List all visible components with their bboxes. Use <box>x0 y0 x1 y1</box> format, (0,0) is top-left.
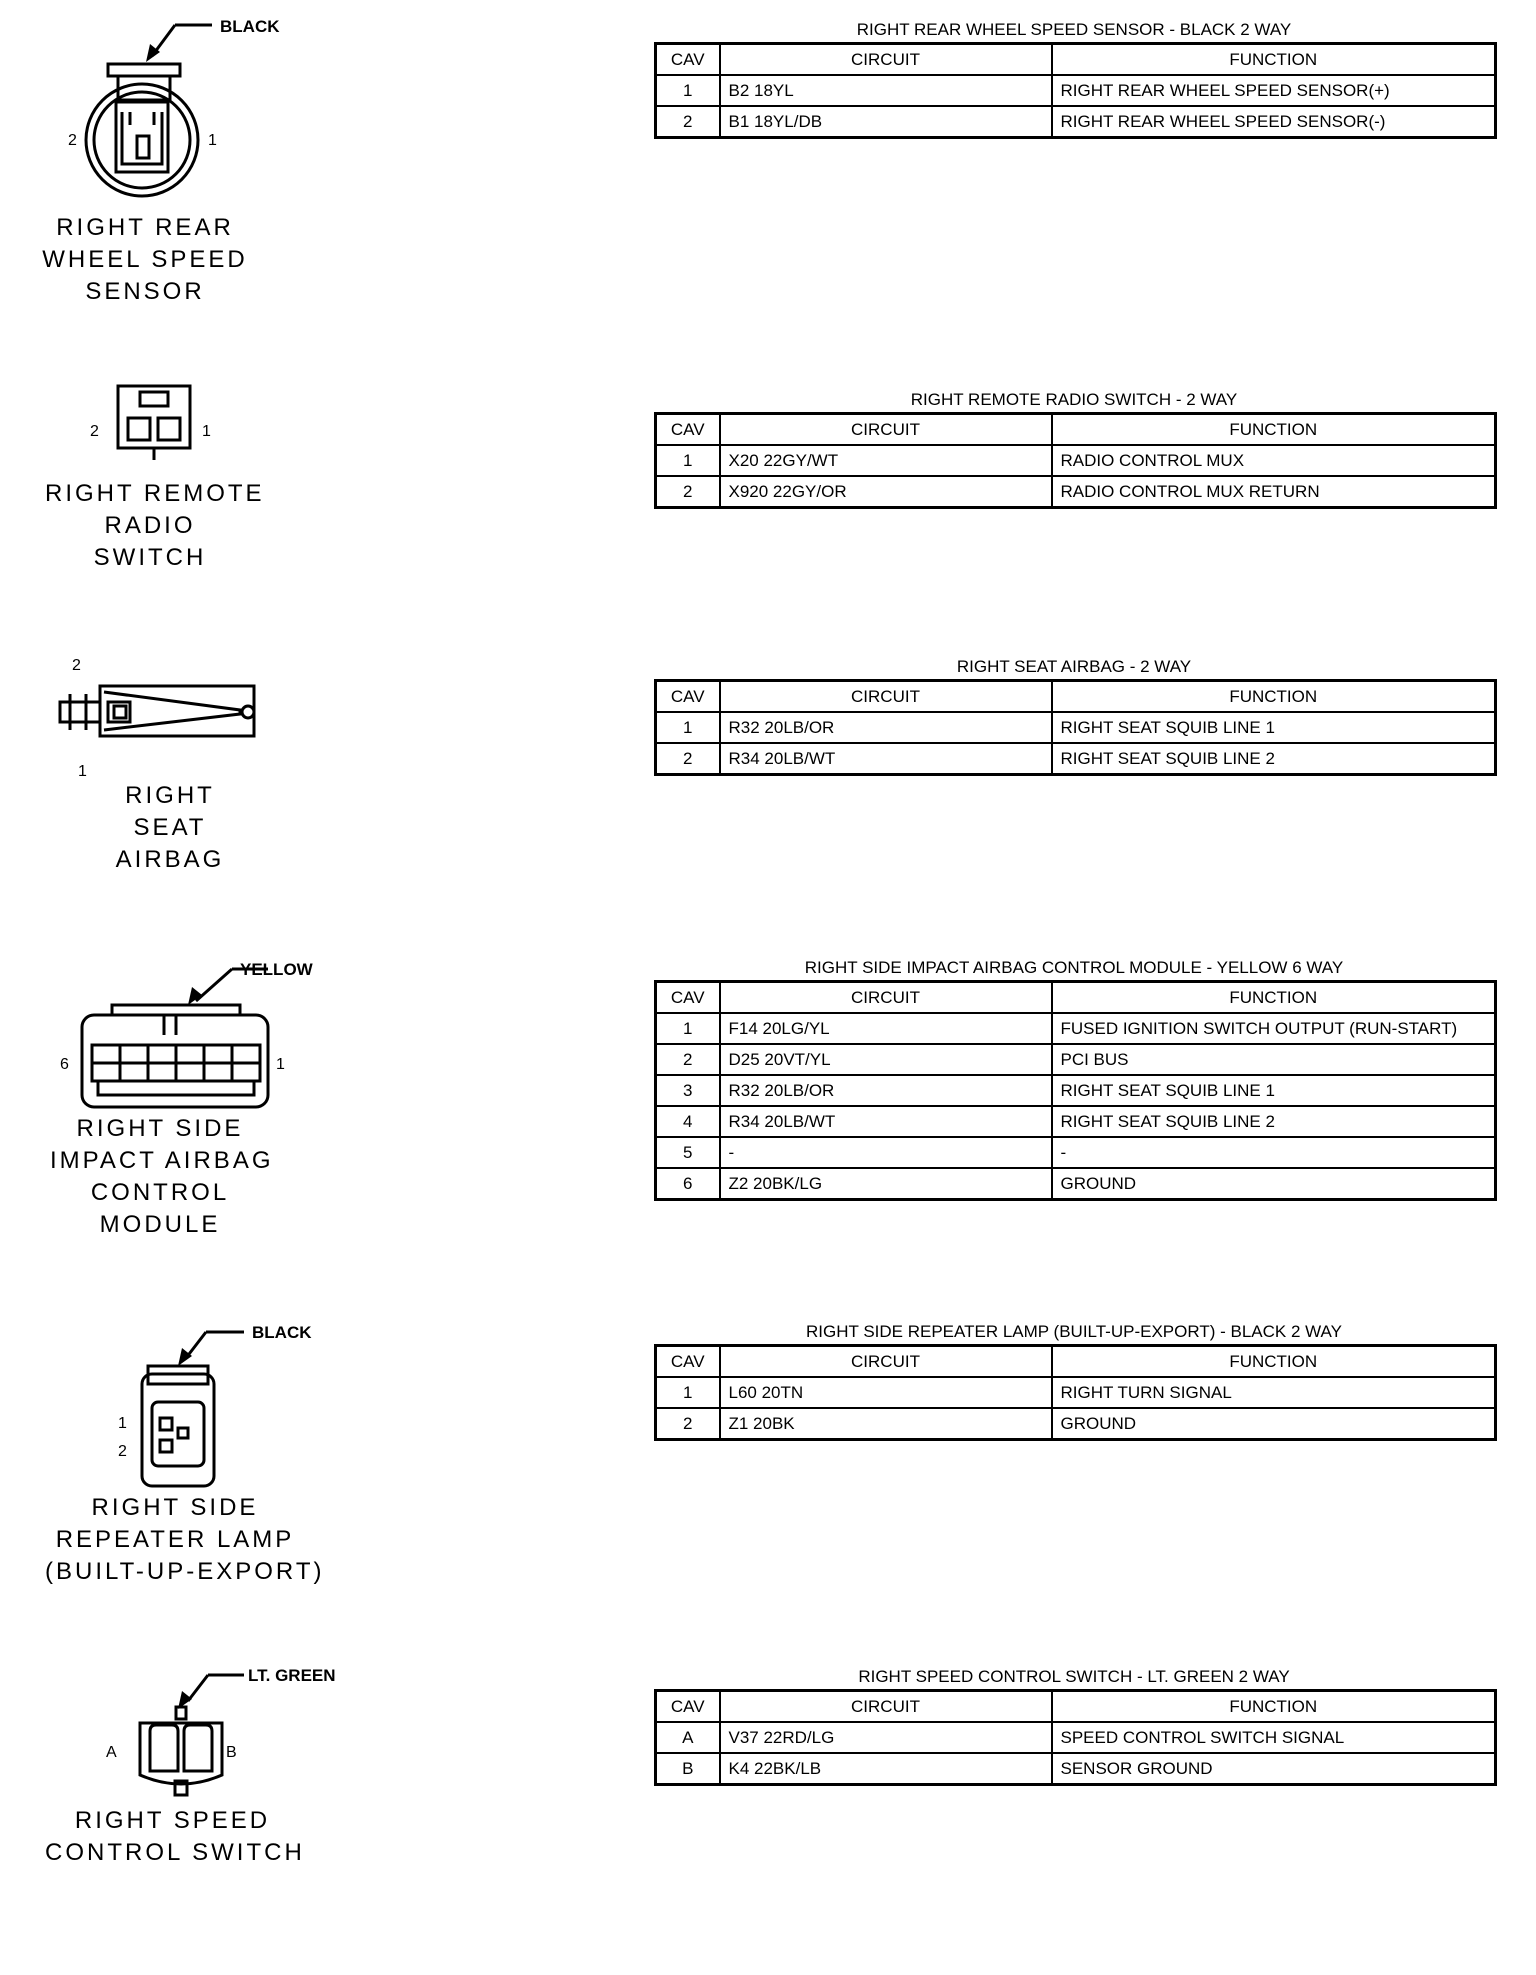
connector-name-line: AIRBAG <box>115 846 225 873</box>
header-function: FUNCTION <box>1052 44 1496 76</box>
circuit-cell: R32 20LB/OR <box>720 712 1052 743</box>
circuit-cell: Z1 20BK <box>720 1408 1052 1440</box>
header-circuit: CIRCUIT <box>720 44 1052 76</box>
pin-label: 1 <box>118 1415 127 1432</box>
header-function: FUNCTION <box>1052 1346 1496 1378</box>
cav-cell: 2 <box>656 743 720 775</box>
table-title: RIGHT SEAT AIRBAG - 2 WAY <box>956 657 1192 676</box>
connector-name-line: RIGHT <box>125 782 215 809</box>
cav-cell: 2 <box>656 1044 720 1075</box>
table-header-row <box>656 1691 1496 1723</box>
table-row <box>656 1013 1496 1044</box>
function-cell: RIGHT REAR WHEEL SPEED SENSOR(-) <box>1052 106 1496 138</box>
function-cell: SENSOR GROUND <box>1052 1753 1496 1785</box>
function-cell: RIGHT SEAT SQUIB LINE 1 <box>1052 1075 1496 1106</box>
table-row <box>656 1044 1496 1075</box>
connector-color-label: YELLOW <box>240 960 313 979</box>
function-cell: GROUND <box>1052 1408 1496 1440</box>
connector-name-line: CONTROL <box>90 1179 230 1206</box>
circuit-cell: R32 20LB/OR <box>720 1075 1052 1106</box>
function-cell: RIGHT REAR WHEEL SPEED SENSOR(+) <box>1052 75 1496 106</box>
connector-name-line: RIGHT SPEED <box>74 1807 271 1834</box>
header-function: FUNCTION <box>1052 1691 1496 1723</box>
cav-cell: B <box>656 1753 720 1785</box>
pin-label: B <box>226 1744 237 1761</box>
cav-cell: 2 <box>656 106 720 138</box>
connector-name-line: SENSOR <box>85 278 205 305</box>
header-function: FUNCTION <box>1052 414 1496 446</box>
pinout-table-right-speed-control-switch <box>654 1665 1494 1786</box>
pin-label: 1 <box>78 763 87 780</box>
table-header-row <box>656 982 1496 1014</box>
pin-label: 6 <box>60 1056 69 1073</box>
pin-label: 2 <box>68 132 77 149</box>
pinout-table-right-side-repeater-lamp <box>654 1320 1494 1441</box>
connector-name <box>45 478 265 574</box>
pin-label: 2 <box>72 657 81 674</box>
connector-name-line: (BUILT-UP-EXPORT) <box>45 1558 325 1585</box>
pinout-table-right-remote-radio-switch <box>654 388 1494 509</box>
header-cav: CAV <box>656 982 720 1014</box>
table-title: RIGHT SIDE REPEATER LAMP (BUILT-UP-EXPORT) - BLACK 2 WAY <box>806 1322 1342 1341</box>
function-cell: FUSED IGNITION SWITCH OUTPUT (RUN-START) <box>1052 1013 1496 1044</box>
connector-name <box>45 1492 325 1588</box>
connector-name-line: IMPACT AIRBAG <box>50 1147 274 1174</box>
table-header-row <box>656 44 1496 76</box>
cav-cell: 6 <box>656 1168 720 1200</box>
pinout-table <box>654 679 1497 776</box>
header-cav: CAV <box>656 414 720 446</box>
header-circuit: CIRCUIT <box>720 414 1052 446</box>
table-row <box>656 1075 1496 1106</box>
pinout-table <box>654 1344 1497 1441</box>
table-row <box>656 743 1496 775</box>
circuit-cell: K4 22BK/LB <box>720 1753 1052 1785</box>
function-cell: RIGHT SEAT SQUIB LINE 2 <box>1052 743 1496 775</box>
pin-label: 2 <box>118 1443 127 1460</box>
cav-cell: 3 <box>656 1075 720 1106</box>
cav-cell: 4 <box>656 1106 720 1137</box>
function-cell: SPEED CONTROL SWITCH SIGNAL <box>1052 1722 1496 1753</box>
circuit-cell: F14 20LG/YL <box>720 1013 1052 1044</box>
cav-cell: 2 <box>656 1408 720 1440</box>
cav-cell: 1 <box>656 712 720 743</box>
connector-name <box>45 1805 305 1869</box>
circuit-cell: - <box>720 1137 1052 1168</box>
table-row <box>656 476 1496 508</box>
circuit-cell: L60 20TN <box>720 1377 1052 1408</box>
connector-name-line: WHEEL SPEED <box>42 246 248 273</box>
circuit-cell: V37 22RD/LG <box>720 1722 1052 1753</box>
cav-cell: 1 <box>656 1377 720 1408</box>
circuit-cell: D25 20VT/YL <box>720 1044 1052 1075</box>
pin-label: 1 <box>202 423 211 440</box>
table-header-row <box>656 681 1496 713</box>
pinout-table-right-seat-airbag <box>654 655 1494 776</box>
header-function: FUNCTION <box>1052 681 1496 713</box>
table-row <box>656 1168 1496 1200</box>
table-header-row <box>656 414 1496 446</box>
function-cell: RADIO CONTROL MUX <box>1052 445 1496 476</box>
function-cell: PCI BUS <box>1052 1044 1496 1075</box>
connector-name-line: RIGHT REAR <box>56 214 234 241</box>
cav-cell: 1 <box>656 75 720 106</box>
cav-cell: 2 <box>656 476 720 508</box>
circuit-cell: X920 22GY/OR <box>720 476 1052 508</box>
table-header-row <box>656 1346 1496 1378</box>
function-cell: RIGHT SEAT SQUIB LINE 2 <box>1052 1106 1496 1137</box>
connector-name-line: CONTROL SWITCH <box>45 1839 305 1866</box>
circuit-cell: R34 20LB/WT <box>720 1106 1052 1137</box>
pinout-table-right-side-impact-airbag-control-module <box>654 956 1494 1201</box>
pinout-table <box>654 42 1497 139</box>
cav-cell: A <box>656 1722 720 1753</box>
table-title: RIGHT REMOTE RADIO SWITCH - 2 WAY <box>910 390 1238 409</box>
pin-label: A <box>106 1744 117 1761</box>
header-circuit: CIRCUIT <box>720 982 1052 1014</box>
header-function: FUNCTION <box>1052 982 1496 1014</box>
circuit-cell: R34 20LB/WT <box>720 743 1052 775</box>
cav-cell: 5 <box>656 1137 720 1168</box>
header-circuit: CIRCUIT <box>720 681 1052 713</box>
connector-color-label: LT. GREEN <box>248 1666 336 1685</box>
pinout-table <box>654 412 1497 509</box>
table-title: RIGHT SIDE IMPACT AIRBAG CONTROL MODULE - YELLOW 6 WAY <box>804 958 1344 977</box>
connector-diagram-right-side-impact-airbag-control-module <box>0 945 380 1265</box>
table-row <box>656 1753 1496 1785</box>
connector-name <box>50 1113 274 1241</box>
pin-label: 1 <box>208 132 217 149</box>
connector-name <box>65 780 275 876</box>
pinout-table <box>654 1689 1497 1786</box>
pin-label: 1 <box>276 1056 285 1073</box>
table-row <box>656 712 1496 743</box>
connector-name-line: RIGHT SIDE <box>76 1115 244 1142</box>
connector-name <box>40 212 250 308</box>
connector-name-line: SWITCH <box>93 544 207 571</box>
connector-diagram-right-remote-radio-switch <box>0 370 380 690</box>
cav-cell: 1 <box>656 445 720 476</box>
header-circuit: CIRCUIT <box>720 1346 1052 1378</box>
connector-diagram-right-side-repeater-lamp <box>0 1310 380 1630</box>
connector-diagram-right-rear-wheel-speed-sensor <box>0 0 380 320</box>
connector-name-line: RADIO <box>104 512 196 539</box>
table-row <box>656 1377 1496 1408</box>
table-title: RIGHT REAR WHEEL SPEED SENSOR - BLACK 2 WAY <box>856 20 1292 39</box>
connector-color-label: BLACK <box>252 1323 312 1342</box>
header-cav: CAV <box>656 681 720 713</box>
connector-name-line: MODULE <box>99 1211 221 1238</box>
header-cav: CAV <box>656 1691 720 1723</box>
connector-name-line: SEAT <box>133 814 207 841</box>
table-row <box>656 75 1496 106</box>
header-cav: CAV <box>656 1346 720 1378</box>
function-cell: - <box>1052 1137 1496 1168</box>
connector-name-line: RIGHT SIDE <box>91 1494 259 1521</box>
table-row <box>656 1722 1496 1753</box>
table-row <box>656 1106 1496 1137</box>
connector-diagram-right-speed-control-switch <box>0 1655 380 1975</box>
function-cell: RADIO CONTROL MUX RETURN <box>1052 476 1496 508</box>
connector-diagram-right-seat-airbag <box>0 648 380 968</box>
table-row <box>656 1408 1496 1440</box>
header-circuit: CIRCUIT <box>720 1691 1052 1723</box>
connector-color-label: BLACK <box>220 17 280 36</box>
function-cell: RIGHT SEAT SQUIB LINE 1 <box>1052 712 1496 743</box>
pinout-table-right-rear-wheel-speed-sensor <box>654 18 1494 139</box>
circuit-cell: X20 22GY/WT <box>720 445 1052 476</box>
pinout-table <box>654 980 1497 1201</box>
circuit-cell: B1 18YL/DB <box>720 106 1052 138</box>
connector-name-line: REPEATER LAMP <box>55 1526 295 1553</box>
table-row <box>656 445 1496 476</box>
pin-label: 2 <box>90 423 99 440</box>
table-row <box>656 1137 1496 1168</box>
cav-cell: 1 <box>656 1013 720 1044</box>
function-cell: RIGHT TURN SIGNAL <box>1052 1377 1496 1408</box>
table-title: RIGHT SPEED CONTROL SWITCH - LT. GREEN 2 WAY <box>858 1667 1290 1686</box>
function-cell: GROUND <box>1052 1168 1496 1200</box>
circuit-cell: B2 18YL <box>720 75 1052 106</box>
connector-name-line: RIGHT REMOTE <box>45 480 265 507</box>
table-row <box>656 106 1496 138</box>
header-cav: CAV <box>656 44 720 76</box>
circuit-cell: Z2 20BK/LG <box>720 1168 1052 1200</box>
